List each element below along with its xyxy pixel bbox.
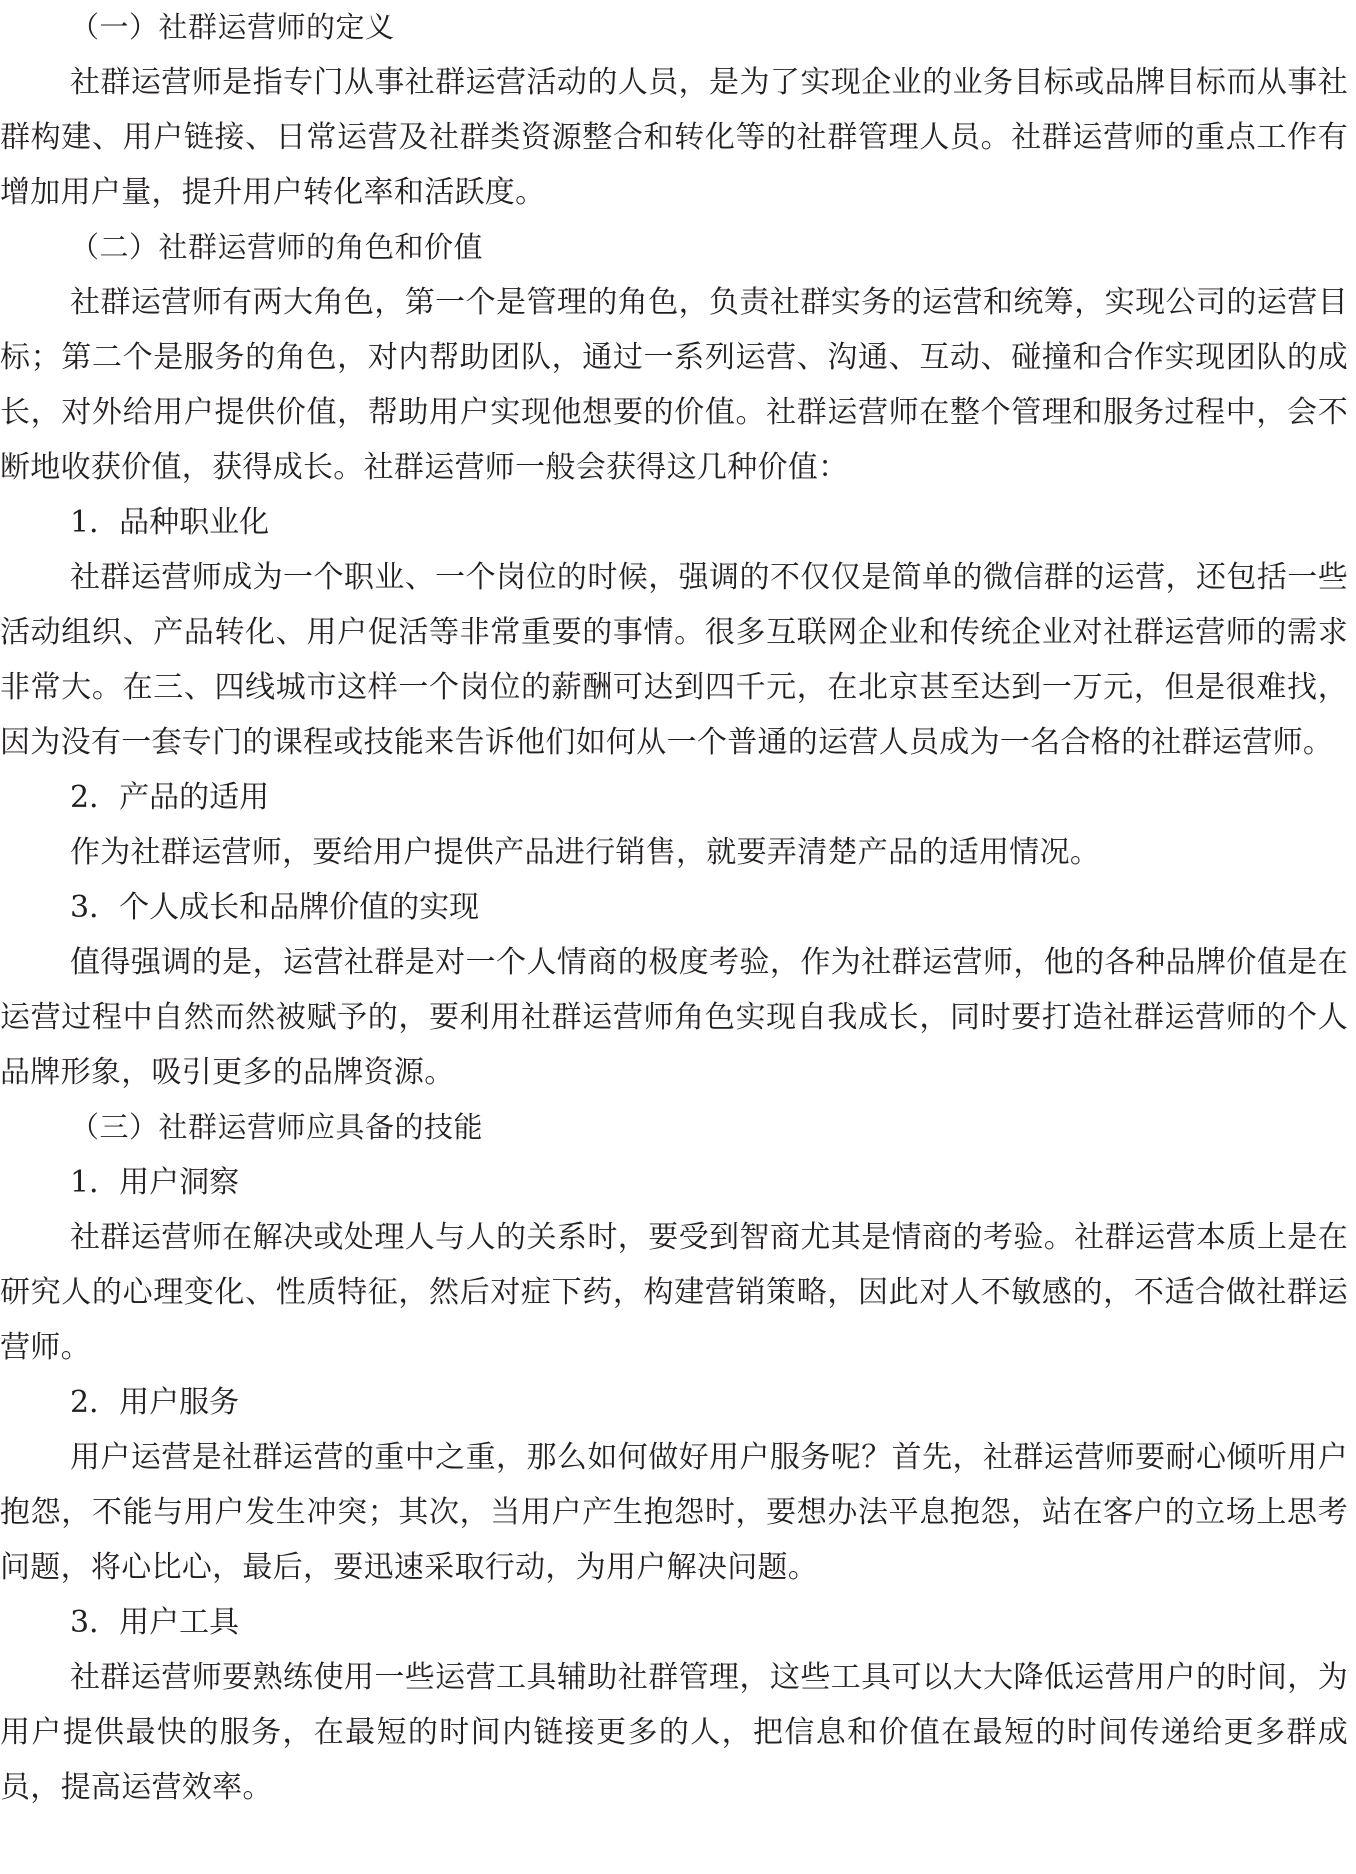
paragraph: 社群运营师成为一个职业、一个岗位的时候，强调的不仅仅是简单的微信群的运营，还包括一些活动组织、产品转化、用户促活等非常重要的事情。很多互联网企业和传统企业对社群运营师的需求非常大。在三、四线城市这样一个岗位的薪酬可达到四千元，在北京甚至达到一万元，但是很难找，因为没有一套专门的课程或技能来告诉他们如何从一个普通的运营人员成为一名合格的社群运营师。 (0, 560, 1348, 760)
item-title: 2．产品的适用 (70, 780, 270, 815)
item-title: 1．品种职业化 (70, 505, 270, 540)
item-title: 3．用户工具 (70, 1605, 240, 1640)
paragraph: 值得强调的是，运营社群是对一个人情商的极度考验，作为社群运营师，他的各种品牌价值是在运营过程中自然而然被赋予的，要利用社群运营师角色实现自我成长，同时要打造社群运营师的个人品牌形象，吸引更多的品牌资源。 (0, 945, 1348, 1090)
paragraph: 社群运营师要熟练使用一些运营工具辅助社群管理，这些工具可以大大降低运营用户的时间，为用户提供最快的服务，在最短的时间内链接更多的人，把信息和价值在最短的时间传递给更多群成员，提高运营效率。 (0, 1660, 1348, 1805)
item-title: 2．用户服务 (70, 1385, 240, 1420)
paragraph: 用户运营是社群运营的重中之重，那么如何做好用户服务呢？首先，社群运营师要耐心倾听用户抱怨，不能与用户发生冲突；其次，当用户产生抱怨时，要想办法平息抱怨，站在客户的立场上思考问题，将心比心，最后，要迅速采取行动，为用户解决问题。 (0, 1440, 1348, 1585)
item-title: 1．用户洞察 (70, 1165, 240, 1200)
section-heading: （三）社群运营师应具备的技能 (70, 1110, 484, 1144)
paragraph: 社群运营师是指专门从事社群运营活动的人员，是为了实现企业的业务目标或品牌目标而从事社群构建、用户链接、日常运营及社群类资源整合和转化等的社群管理人员。社群运营师的重点工作有增加用户量，提升用户转化率和活跃度。 (0, 65, 1348, 210)
section-heading: （一）社群运营师的定义 (70, 10, 395, 44)
paragraph: 社群运营师在解决或处理人与人的关系时，要受到智商尤其是情商的考验。社群运营本质上是在研究人的心理变化、性质特征，然后对症下药，构建营销策略，因此对人不敏感的，不适合做社群运营师。 (0, 1220, 1348, 1365)
paragraph: 作为社群运营师，要给用户提供产品进行销售，就要弄清楚产品的适用情况。 (70, 835, 1101, 870)
item-title: 3．个人成长和品牌价值的实现 (70, 890, 480, 925)
section-heading: （二）社群运营师的角色和价值 (70, 230, 484, 264)
paragraph: 社群运营师有两大角色，第一个是管理的角色，负责社群实务的运营和统筹，实现公司的运营目标；第二个是服务的角色，对内帮助团队，通过一系列运营、沟通、互动、碰撞和合作实现团队的成长，对外给用户提供价值，帮助用户实现他想要的价值。社群运营师在整个管理和服务过程中，会不断地收获价值，获得成长。社群运营师一般会获得这几种价值： (0, 285, 1348, 485)
